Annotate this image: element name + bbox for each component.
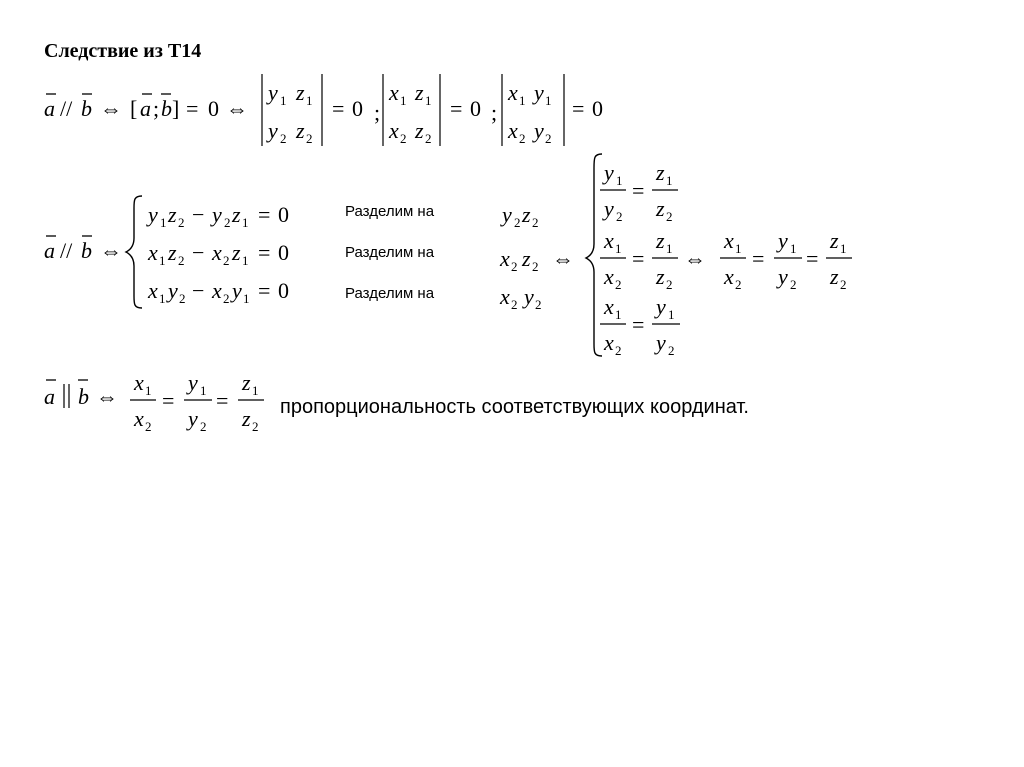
svg-text:2: 2 [178, 215, 185, 230]
svg-text:b: b [78, 384, 89, 409]
svg-text:2: 2 [511, 297, 518, 312]
svg-text:1: 1 [519, 93, 526, 108]
svg-text:x: x [508, 118, 518, 143]
svg-text:a: a [44, 384, 55, 409]
svg-text:2: 2 [545, 131, 552, 146]
svg-text:y: y [148, 202, 158, 227]
svg-text:;: ; [153, 96, 160, 121]
svg-text:=: = [806, 246, 819, 271]
svg-text:z: z [415, 80, 424, 105]
svg-text:0: 0 [352, 96, 363, 121]
svg-text:x: x [500, 246, 510, 271]
svg-text:y: y [188, 370, 198, 395]
svg-text:[: [ [130, 96, 138, 121]
svg-text:1: 1 [545, 93, 552, 108]
svg-text:1: 1 [666, 241, 673, 256]
svg-text:0: 0 [278, 202, 289, 227]
svg-text:z: z [656, 160, 665, 185]
svg-text:z: z [656, 196, 665, 221]
svg-text:y: y [604, 160, 614, 185]
svg-text:y: y [778, 264, 788, 289]
svg-text:x: x [148, 278, 158, 303]
svg-text:2: 2 [400, 131, 407, 146]
svg-text:1: 1 [280, 93, 287, 108]
svg-text:=: = [572, 96, 585, 121]
svg-text:2: 2 [223, 253, 230, 268]
svg-text:2: 2 [735, 277, 742, 292]
svg-text:2: 2 [616, 209, 623, 224]
svg-text:⇔: ⇔ [100, 238, 122, 263]
svg-text:2: 2 [223, 291, 230, 306]
divide-label-1: Разделим на [345, 203, 435, 220]
svg-text:1: 1 [160, 215, 167, 230]
svg-text:⇔: ⇔ [96, 384, 118, 409]
svg-text:2: 2 [306, 131, 313, 146]
svg-text:y: y [656, 294, 666, 319]
svg-text:2: 2 [280, 131, 287, 146]
svg-text:x: x [724, 228, 734, 253]
svg-text:1: 1 [615, 307, 622, 322]
svg-text:z: z [168, 202, 177, 227]
svg-text:z: z [168, 240, 177, 265]
svg-text:y: y [534, 118, 544, 143]
svg-text:y: y [778, 228, 788, 253]
svg-text:x: x [500, 284, 510, 309]
svg-text:0: 0 [278, 240, 289, 265]
svg-text:2: 2 [511, 259, 518, 274]
svg-text:2: 2 [668, 343, 675, 358]
svg-text:z: z [232, 202, 241, 227]
slide-title: Следствие из Т14 [44, 40, 202, 62]
svg-text:x: x [604, 330, 614, 355]
svg-text:x: x [508, 80, 518, 105]
svg-text:−: − [192, 278, 205, 303]
svg-text:z: z [522, 246, 531, 271]
svg-text:0: 0 [278, 278, 289, 303]
svg-text:x: x [724, 264, 734, 289]
svg-text:;: ; [491, 100, 498, 125]
svg-text:1: 1 [668, 307, 675, 322]
svg-text:1: 1 [400, 93, 407, 108]
svg-text:y: y [212, 202, 222, 227]
svg-text:1: 1 [666, 173, 673, 188]
svg-text:=: = [752, 246, 765, 271]
svg-text:2: 2 [532, 215, 539, 230]
svg-text:z: z [830, 264, 839, 289]
svg-text:2: 2 [179, 291, 186, 306]
svg-text:z: z [242, 370, 251, 395]
svg-text:1: 1 [790, 241, 797, 256]
svg-text://: // [60, 96, 73, 121]
svg-text:1: 1 [243, 291, 250, 306]
svg-text:x: x [212, 240, 222, 265]
svg-text:y: y [188, 406, 198, 431]
svg-text:=: = [632, 246, 645, 271]
svg-text:0: 0 [592, 96, 603, 121]
svg-text:=: = [258, 240, 271, 265]
svg-text:=: = [162, 388, 175, 413]
svg-text:y: y [168, 278, 178, 303]
svg-text:1: 1 [616, 173, 623, 188]
svg-text:1: 1 [425, 93, 432, 108]
svg-text:0: 0 [470, 96, 481, 121]
svg-text:x: x [604, 294, 614, 319]
svg-text:z: z [242, 406, 251, 431]
svg-text:⇔: ⇔ [684, 246, 706, 271]
svg-text:y: y [524, 284, 534, 309]
svg-text:2: 2 [790, 277, 797, 292]
divide-label-3: Разделим на [345, 285, 435, 302]
svg-text:z: z [232, 240, 241, 265]
svg-text:y: y [604, 196, 614, 221]
svg-text:2: 2 [519, 131, 526, 146]
svg-text:−: − [192, 240, 205, 265]
svg-text:z: z [415, 118, 424, 143]
svg-text:1: 1 [840, 241, 847, 256]
svg-text:0: 0 [208, 96, 219, 121]
svg-text:2: 2 [840, 277, 847, 292]
svg-text:y: y [232, 278, 242, 303]
svg-text:=: = [332, 96, 345, 121]
svg-text:z: z [522, 202, 531, 227]
svg-text:y: y [656, 330, 666, 355]
svg-text:]: ] [172, 96, 180, 121]
svg-text:1: 1 [252, 383, 259, 398]
svg-text:z: z [296, 118, 305, 143]
svg-text:y: y [502, 202, 512, 227]
svg-text:1: 1 [242, 253, 249, 268]
svg-text:1: 1 [145, 383, 152, 398]
svg-text:1: 1 [159, 291, 166, 306]
svg-text:1: 1 [159, 253, 166, 268]
svg-text:;: ; [374, 100, 381, 125]
svg-text:x: x [604, 264, 614, 289]
svg-text:−: − [192, 202, 205, 227]
svg-text:1: 1 [306, 93, 313, 108]
svg-text:2: 2 [535, 297, 542, 312]
svg-text:2: 2 [615, 343, 622, 358]
svg-text:2: 2 [224, 215, 231, 230]
svg-text:b: b [81, 96, 92, 121]
svg-text:x: x [604, 228, 614, 253]
svg-text:z: z [830, 228, 839, 253]
svg-text:z: z [296, 80, 305, 105]
svg-text:=: = [450, 96, 463, 121]
svg-text:=: = [258, 202, 271, 227]
svg-text:2: 2 [666, 277, 673, 292]
svg-text:a: a [140, 96, 151, 121]
svg-text:2: 2 [252, 419, 259, 434]
svg-text:b: b [161, 96, 172, 121]
svg-text:2: 2 [200, 419, 207, 434]
svg-text:=: = [216, 388, 229, 413]
svg-text:2: 2 [615, 277, 622, 292]
svg-text:x: x [389, 80, 399, 105]
divide-label-2: Разделим на [345, 244, 435, 261]
svg-text:2: 2 [178, 253, 185, 268]
svg-text:=: = [258, 278, 271, 303]
svg-text:⇔: ⇔ [552, 246, 574, 271]
svg-text:2: 2 [532, 259, 539, 274]
svg-text:a: a [44, 238, 55, 263]
svg-text:z: z [656, 264, 665, 289]
svg-text:=: = [632, 178, 645, 203]
svg-text:z: z [656, 228, 665, 253]
svg-text:b: b [81, 238, 92, 263]
svg-text://: // [60, 238, 73, 263]
proportionality-text: пропорциональность соответствующих координат. [280, 396, 749, 418]
svg-text:x: x [148, 240, 158, 265]
svg-text:x: x [134, 406, 144, 431]
svg-text:2: 2 [145, 419, 152, 434]
svg-text:1: 1 [615, 241, 622, 256]
svg-text:x: x [134, 370, 144, 395]
svg-text:2: 2 [514, 215, 521, 230]
svg-text:1: 1 [200, 383, 207, 398]
svg-text:2: 2 [666, 209, 673, 224]
svg-text:a: a [44, 96, 55, 121]
svg-text:y: y [268, 80, 278, 105]
svg-text:⇔: ⇔ [226, 96, 248, 121]
svg-text:⇔: ⇔ [100, 96, 122, 121]
svg-text:x: x [212, 278, 222, 303]
svg-text:1: 1 [242, 215, 249, 230]
svg-text:1: 1 [735, 241, 742, 256]
svg-text:x: x [389, 118, 399, 143]
svg-text:=: = [632, 312, 645, 337]
svg-text:=: = [186, 96, 199, 121]
svg-text:y: y [534, 80, 544, 105]
svg-text:y: y [268, 118, 278, 143]
svg-text:2: 2 [425, 131, 432, 146]
